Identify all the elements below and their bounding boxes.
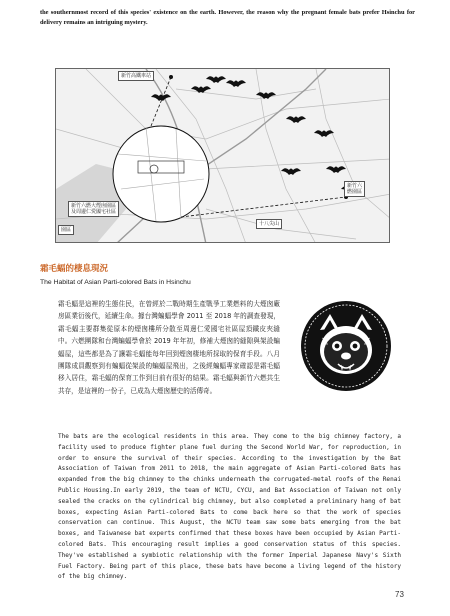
- page-number: 73: [395, 590, 404, 599]
- map-label-eighteen-peaks: 十八尖山: [256, 219, 282, 229]
- english-paragraph: The bats are the ecological residents in this area. They come to the big chimney factory, a facility used to produce fighter plane fuel during the Second World War, for reproduction, in order to ensure the survival of their species. According to the investigation by the Bat Association of Taiwan from 2011 to 2018, the main aggregate of Asian Parti-colored Bats has expanded from the big chimney to the chinks underneath the corrugated-metal roofs of the Renai Public Housing.In early 2019, the team of NCTU, CYCU, and Bat Association of Taiwan not only sealed the cracks on the cylindrical big chimney, but also completed a preliminary hang of bat boxes, expecting Asian Parti-colored Bats to come back here so that the work of species conservation can continue. This August, the NCTU team saw some bats emerging from the bat boxes, and Taiwanese bat experts confirmed that these boxes have been occupied by Asian Parti-colored Bats. This encouraging result implies a good conservation status of this species. They've established a symbiotic relationship with the former Imperial Japanese Navy's Sixth Fuel Factory. Being part of this place, these bats have become a living legend of the history of the big chimney.: [58, 433, 401, 581]
- section-title-zh: 霜毛蝠的棲息現況: [40, 264, 109, 274]
- bat-emblem: [300, 300, 392, 392]
- chinese-paragraph: 霜毛蝠是這裡的生態住民，在曾經於二戰時期生產戰爭工業燃料的大煙囪廠房區業衍後代，延續生命。據台灣蝙蝠學會 2011 至 2018 年的調查發現，霜毛蝠主要群集從原本的煙囪樓所分散至周邊仁愛國宅社區屋頂鐵皮夾縫中。六燃團隊和台灣蝙蝠學會於 2019 年年初，修補大煙囪的縫隙與架設蝙蝠屋，這些都是為了讓霜毛蝠能每年回到煙囪棲地所採取的保育手段。八月團隊成員觀察到有蝙蝠從架設的蝙蝠屋飛出，之後經蝙蝠專家確認是霜毛蝠移入居住，霜毛蝠的保育工作到目前有很好的結果。霜毛蝠與新竹六燃共生共存，是這裡的一份子，已成為大煙囪歷史的活傳奇。: [58, 300, 280, 395]
- bat-face-icon: [300, 300, 392, 392]
- map-label-hsr-station: 新竹高鐵車站: [118, 71, 154, 81]
- map-label-chimney-park: 新竹六燃大煙囪園區 及周邊仁愛國宅社區: [68, 201, 119, 217]
- map-label-park: 園區: [58, 225, 74, 235]
- section-title-en: The Habitat of Asian Parti-colored Bats in Hsinchu: [40, 279, 191, 286]
- intro-paragraph: the southernmost record of this species' existence on the earth. However, the reason why the pregnant female bats prefer Hsinchu for delivery remains an intriguing mystery.: [40, 9, 415, 26]
- map-label-fuel-park: 新竹六 燃園區: [344, 181, 365, 197]
- bat-habitat-map: [55, 68, 390, 243]
